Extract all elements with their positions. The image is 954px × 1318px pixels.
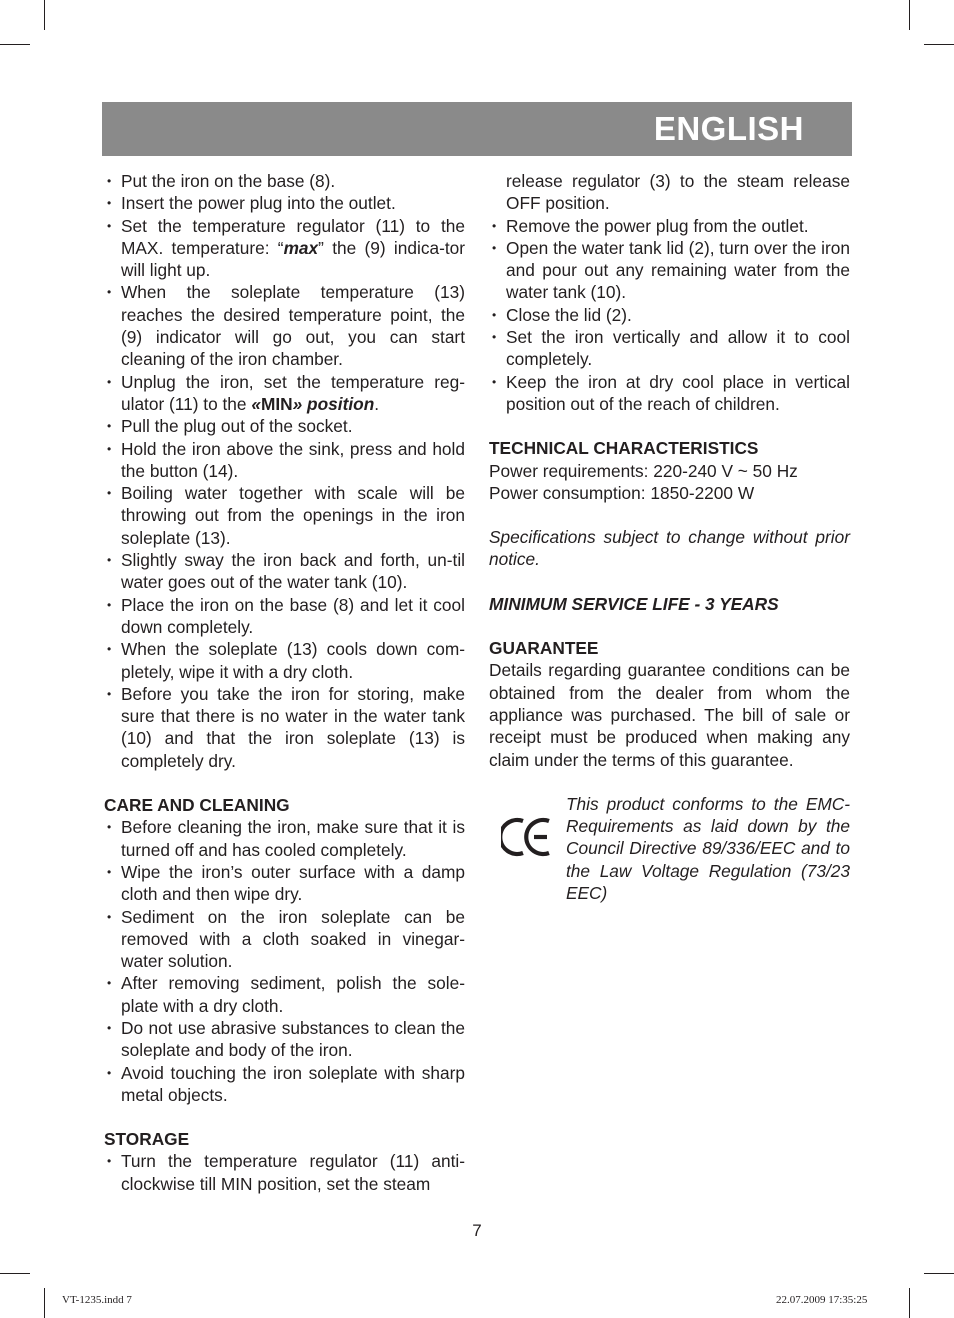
list-item: • Do not use abrasive substances to clean the soleplate and body of the iron.: [104, 1017, 465, 1062]
crop-mark: [909, 1288, 910, 1318]
power-consumption: Power consumption: 1850-2200 W: [489, 482, 755, 503]
crop-mark: [0, 1273, 30, 1274]
technical-heading: TECHNICAL CHARACTERISTICS: [489, 438, 759, 459]
list-item: • Sediment on the iron soleplate can be removed with a cloth soaked in vinegar-water solution.: [104, 906, 465, 973]
list-item: • Hold the iron above the sink, press and hold the button (14).: [104, 438, 465, 483]
list-item: • Set the iron vertically and allow it to cool completely.: [489, 326, 850, 371]
care-list: [104, 816, 465, 1106]
guarantee-text: Details regarding guarantee conditions can be obtained from the dealer from whom the appliance was purchased. The bill of sale or receipt must be produced when making any claim under the terms of this guarantee.: [489, 660, 850, 770]
page-number: 7: [472, 1221, 482, 1240]
date-slug: 22.07.2009 17:35:25: [776, 1294, 868, 1306]
conformity-block: [489, 793, 850, 903]
list-item: • Before you take the iron for storing, make sure that there is no water in the water tank (10) and that the iron soleplate (13) is completely dry.: [104, 683, 465, 772]
list-item: • Unplug the iron, set the temperature reg-ulator (11) to the «MIN» position.: [104, 371, 465, 416]
storage-list-continued: [489, 215, 850, 416]
list-item: • Avoid touching the iron soleplate with sharp metal objects.: [104, 1062, 465, 1107]
crop-mark: [924, 1273, 954, 1274]
storage-continued: release regulator (3) to the steam release OFF position.: [506, 171, 850, 214]
list-item: • Wipe the iron’s outer surface with a damp cloth and then wipe dry.: [104, 861, 465, 906]
left-column: [104, 170, 465, 1195]
storage-list: [104, 1150, 465, 1195]
crop-mark: [44, 1288, 45, 1318]
conformity-text: This product conforms to the EMC-Requirements as laid down by the Council Directive 89/336/EEC and to the Law Voltage Regulation (73/23 EEC): [566, 793, 850, 904]
list-item: • Place the iron on the base (8) and let it cool down completely.: [104, 594, 465, 639]
list-item: • Pull the plug out of the socket.: [104, 415, 465, 437]
list-item: • Open the water tank lid (2), turn over the iron and pour out any remaining water from the water tank (10).: [489, 237, 850, 304]
power-requirements: Power requirements: 220-240 V ~ 50 Hz: [489, 460, 798, 481]
list-item: • Before cleaning the iron, make sure that it is turned off and has cooled completely.: [104, 816, 465, 861]
crop-mark: [924, 44, 954, 45]
list-item: • Boiling water together with scale will be throwing out from the openings in the iron soleplate (13).: [104, 482, 465, 549]
list-item: • Keep the iron at dry cool place in vertical position out of the reach of children.: [489, 371, 850, 416]
crop-mark: [44, 0, 45, 30]
list-item: • After removing sediment, polish the sole-plate with a dry cloth.: [104, 972, 465, 1017]
crop-mark: [909, 0, 910, 30]
right-column: [489, 170, 850, 903]
language-title: ENGLISH: [653, 110, 804, 147]
list-item: • Remove the power plug from the outlet.: [489, 215, 850, 237]
ce-mark-icon: [501, 815, 557, 859]
list-item: • Put the iron on the base (8).: [104, 170, 465, 192]
service-life: MINIMUM SERVICE LIFE - 3 YEARS: [489, 593, 779, 614]
list-item: • Set the temperature regulator (11) to the MAX. temperature: “max” the (9) indica-tor will light up.: [104, 215, 465, 282]
cleaning-steps-list: [104, 170, 465, 772]
list-item: • When the soleplate (13) cools down com-pletely, wipe it with a dry cloth.: [104, 638, 465, 683]
file-slug: VT-1235.indd 7: [62, 1294, 132, 1306]
storage-heading: STORAGE: [104, 1129, 190, 1150]
list-item: • Turn the temperature regulator (11) anti-clockwise till MIN position, set the steam: [104, 1150, 465, 1195]
crop-mark: [0, 44, 30, 45]
guarantee-heading: GUARANTEE: [489, 638, 599, 659]
language-header-bar: [102, 102, 852, 156]
list-item: • Close the lid (2).: [489, 304, 850, 326]
care-heading: CARE AND CLEANING: [104, 795, 290, 816]
list-item: • When the soleplate temperature (13) reaches the desired temperature point, the (9) indicator will go out, you can start cleaning of the iron chamber.: [104, 281, 465, 370]
spec-notice: Specifications subject to change without prior notice.: [489, 527, 850, 570]
list-item: • Slightly sway the iron back and forth, un-til water goes out of the water tank (10).: [104, 549, 465, 594]
list-item: • Insert the power plug into the outlet.: [104, 192, 465, 214]
